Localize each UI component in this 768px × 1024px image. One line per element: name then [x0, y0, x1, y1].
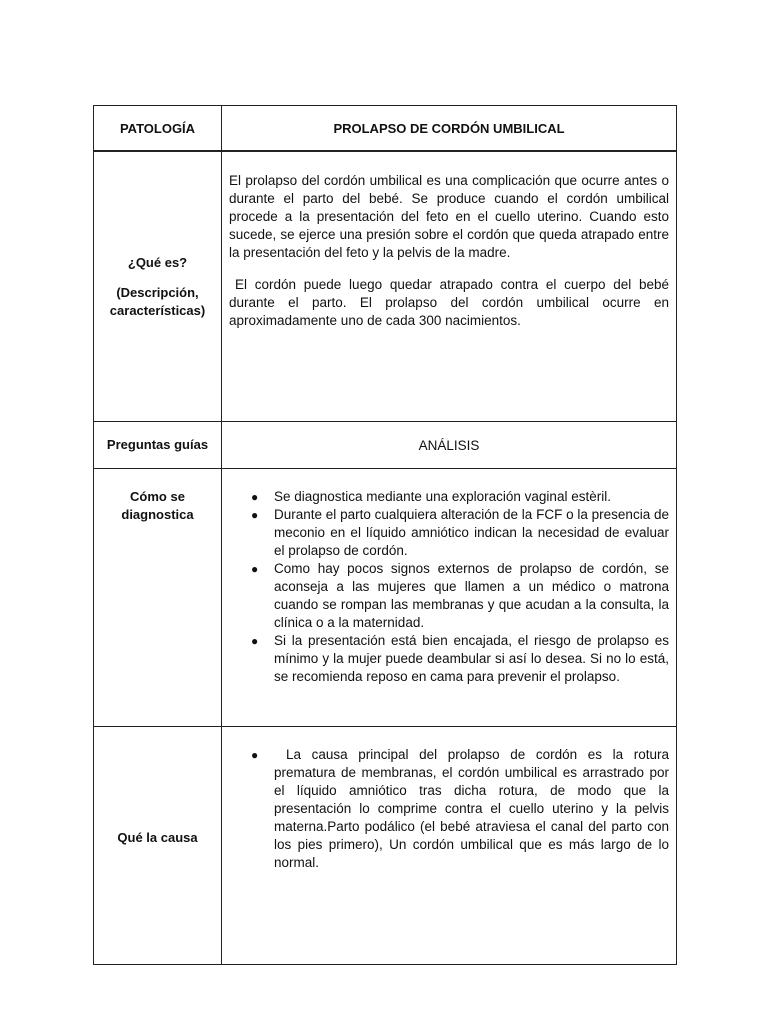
que-es-paragraph-1: El prolapso del cordón umbilical es una complicación que ocurre antes o durante el parto del bebé. Se produce cuando el cordón umbilical procede a la presentación del feto en el cuello uterino. Cuando esto sucede, se ejerce una presión sobre el cordón que queda atrapado entre la presentación del feto y la pelvis de la madre.: [229, 173, 669, 260]
list-item: [229, 560, 669, 632]
diagnostico-label: Cómo se diagnostica: [121, 489, 194, 522]
que-es-sublabel: (Descripción, características): [109, 284, 206, 318]
header-row: [94, 106, 677, 152]
causa-row: [94, 727, 677, 965]
list-item: [229, 506, 669, 560]
header-left-cell: [94, 106, 222, 152]
bullet-text: Como hay pocos signos externos de prolapso de cordón, se aconseja a las mujeres que llamen a un médico o matrona cuando se rompan las membranas y que acudan a la consulta, la clínica o a la maternidad.: [274, 561, 669, 630]
analisis-cell: [222, 422, 677, 469]
diagnostico-row: [94, 469, 677, 727]
preguntas-row: [94, 422, 677, 469]
bullet-text: Se diagnostica mediante una exploración vaginal estèril.: [274, 489, 611, 504]
bullet-icon: ●: [251, 748, 259, 762]
list-item: [229, 746, 669, 872]
bullet-text: Si la presentación está bien encajada, el riesgo de prolapso es mínimo y la mujer puede deambular si así lo desea. Si no lo está, se recomienda reposo en cama para prevenir el prolapso.: [274, 633, 669, 684]
diagnostico-label-cell: [94, 469, 222, 727]
que-es-paragraph-2: El cordón puede luego quedar atrapado contra el cuerpo del bebé durante el parto. El prolapso del cordón umbilical ocurre en aproximadamente uno de cada 300 nacimientos.: [229, 277, 669, 328]
header-left-label: PATOLOGÍA: [119, 120, 196, 136]
causa-label-cell: [94, 727, 222, 965]
bullet-text: La causa principal del prolapso de cordón es la rotura prematura de membranas, el cordón umbilical es arrastrado por el líquido amniótico tras dicha rotura, de modo que la presentación lo comprime contra el cuello uterino y la pelvis materna.Parto podálico (el bebé atraviesa el canal del parto con los pies primero), Un cordón umbilical que es más largo de lo normal.: [274, 747, 669, 870]
bullet-icon: ●: [251, 634, 259, 648]
bullet-icon: ●: [251, 490, 259, 504]
diagnostico-content-cell: [222, 469, 677, 727]
que-es-label: ¿Qué es?: [127, 254, 188, 270]
list-item: [229, 632, 669, 686]
que-es-content-cell: [222, 151, 677, 422]
causa-bullet-list: [229, 746, 669, 872]
header-right-cell: [222, 106, 677, 152]
analisis-title: ANÁLISIS: [418, 437, 480, 453]
list-item: [229, 488, 669, 506]
causa-label: Qué la causa: [117, 829, 198, 845]
bullet-text: Durante el parto cualquiera alteración de la FCF o la presencia de meconio en el líquido amniótico indican la necesidad de evaluar el prolapso de cordón.: [274, 507, 669, 558]
preguntas-label-cell: [94, 422, 222, 469]
bullet-icon: ●: [251, 508, 259, 522]
preguntas-guias-label: Preguntas guías: [106, 437, 209, 452]
diagnostico-bullet-list: [229, 488, 669, 686]
que-es-row: [94, 151, 677, 422]
header-right-title: PROLAPSO DE CORDÓN UMBILICAL: [333, 120, 565, 136]
pathology-table: [93, 105, 677, 965]
causa-content-cell: [222, 727, 677, 965]
que-es-label-cell: [94, 151, 222, 422]
bullet-icon: ●: [251, 562, 259, 576]
